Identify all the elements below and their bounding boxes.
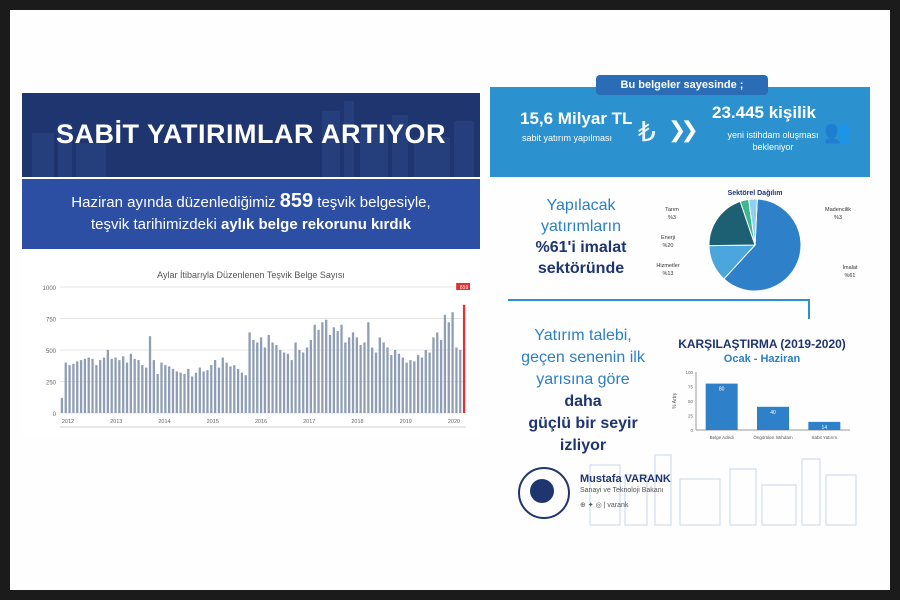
bar [386,347,388,413]
bar [225,363,227,413]
bar [344,342,346,413]
bar [451,312,453,413]
bar [195,373,197,413]
bar [310,340,312,413]
bar [252,340,254,413]
category-label: Öngörülen İstihdam [753,435,793,440]
bar [65,363,67,413]
bar [61,398,63,413]
bar [283,353,285,413]
bar [114,358,116,413]
x-tick-label: 2012 [61,419,75,425]
bar [229,366,231,413]
left-panel [22,93,480,438]
bar [455,347,457,413]
bar [103,358,105,413]
ministry-logo [518,467,570,519]
bar [118,360,120,413]
bar [409,360,411,413]
pie-pct-label: %13 [662,271,674,277]
employment-label: yeni istihdam oluşması bekleniyor [727,130,819,152]
y-tick-label: 500 [45,349,56,355]
bar [164,365,166,413]
bar [459,350,461,413]
bar [91,359,93,413]
category-label: Sabit Yatırım [811,435,838,440]
bar [367,322,369,413]
y-axis-label: % Artış [672,393,678,409]
comparison-title: KARŞILAŞTIRMA (2019-2020) [678,337,846,351]
bar [183,374,185,413]
social-handles: ⊕ ✦ ◎ | varank [580,502,629,509]
right-panel [490,75,870,530]
divider [508,299,808,301]
y-tick-label: 250 [45,380,56,387]
bar [176,371,178,413]
bar [172,369,174,413]
x-tick-label: 2015 [206,419,219,425]
bar [107,350,109,413]
bar [141,365,143,413]
bar [425,350,427,413]
monthly-bar-chart [36,281,472,431]
bar [271,342,273,413]
pie-label: Hizmetler [656,263,680,269]
bar [76,361,78,413]
bar [245,375,247,413]
x-tick-label: 2019 [399,419,412,425]
bar [206,370,208,413]
bar-value-label: 40 [770,409,776,416]
bar [160,363,162,413]
bar [291,360,293,413]
bar [187,369,189,413]
lira-icon: ₺ [638,116,656,147]
bar [448,322,450,413]
y-tick-label: 0 [690,428,693,433]
bar [241,373,243,413]
subtitle-box [22,179,480,249]
investment-amount: 15,6 Milyar TL [520,109,633,128]
bar [383,342,385,413]
bar [84,359,86,413]
bar [329,335,331,413]
bar [371,347,373,413]
bar [248,332,250,413]
bar [134,359,136,413]
subtitle-line-2: teşvik tarihimizdeki aylık belge rekorunu kırdık [90,216,412,233]
bar [352,332,354,413]
people-icon: 👥 [824,119,852,144]
sector-pie-chart [640,185,870,295]
highlight-bar [463,305,465,413]
bar [333,327,335,413]
highlight-label: 859 [459,285,469,291]
bar [436,332,438,413]
bar [237,369,239,413]
bar [260,337,262,413]
bar [306,347,308,413]
bar [432,337,434,413]
divider-vertical [808,299,810,319]
bar [340,325,342,413]
bar [428,353,430,413]
bar [233,365,235,413]
x-tick-label: 2020 [447,419,461,425]
pie-pct-label: %61 [844,273,856,279]
bar [421,358,423,413]
pie-label: İmalat [842,265,858,271]
bar [348,337,350,413]
title-banner [22,93,480,177]
bar [130,354,132,413]
subtitle-line-1: Haziran ayında düzenlediğimiz 859 teşvik belgesiyle, [71,190,431,212]
bar [256,342,258,413]
bar [214,360,216,413]
bar [298,350,300,413]
summary-pill: Bu belgeler sayesinde ; [596,75,768,95]
bar [317,330,319,413]
bar [440,340,442,413]
bar [199,368,201,413]
bar [321,322,323,413]
minister-name: Mustafa VARANK [580,473,671,485]
bar [390,355,392,413]
bar [402,358,404,413]
demand-statement: Yatırım talebi, geçen senenin ilk yarısına göre daha güçlü bir seyir izliyor [521,327,645,454]
bar [149,336,151,413]
bar [99,360,101,413]
x-tick-label: 2018 [351,419,364,425]
bar-value-label: 80 [718,386,725,393]
bar [337,331,339,413]
x-tick-label: 2013 [110,419,123,425]
x-tick-label: 2017 [303,419,316,425]
category-label: Belge Adedi [709,435,734,440]
bar [157,374,159,413]
x-tick-label: 2016 [254,419,268,425]
bar [325,320,327,413]
pie-pct-label: %20 [662,243,674,249]
bar [398,354,400,413]
bar [122,356,124,413]
bar [279,350,281,413]
bar [111,359,113,413]
bar-value-label: 14 [821,424,828,431]
pie-title: Sektörel Dağılım [727,190,783,197]
bar [379,337,381,413]
y-tick-label: 100 [685,370,693,375]
bar [210,365,212,413]
bar [68,365,70,413]
investment-label: sabit yatırım yapılması [522,133,613,143]
bar [375,353,377,413]
pie-pct-label: %3 [668,215,676,221]
bar [145,368,147,413]
pie-label: Tarım [665,207,679,213]
manufacturing-statement: Yapılacak yatırımların %61'i imalat sektöründe [535,197,627,277]
bar [394,350,396,413]
bar [88,358,90,413]
y-tick-label: 25 [687,413,693,419]
y-tick-label: 75 [687,384,693,390]
bar [360,345,362,413]
y-tick-label: 50 [687,399,693,404]
bar [314,325,316,413]
bar [275,345,277,413]
bar [72,364,74,413]
page-title: SABİT YATIRIMLAR ARTIYOR [55,119,446,149]
bar [168,366,170,413]
bar [202,371,204,413]
ministry-title: Sanayi ve Teknoloji Bakanı [580,487,664,494]
bar [294,342,296,413]
record-number: 859 [279,190,314,212]
comparison-subtitle: Ocak - Haziran [723,353,801,365]
bar [180,373,182,413]
bar [80,360,82,413]
double-chevron-icon: ❯❯ [668,117,693,142]
pie-label: Enerji [660,235,676,241]
y-tick-label: 1000 [42,286,56,292]
bar [444,315,446,413]
y-tick-label: 750 [45,317,56,324]
monthly-chart-title: Aylar İtibarıyla Düzenlenen Teşvik Belge Sayısı [157,270,345,280]
bar [153,360,155,413]
bar [222,358,224,413]
bar [417,355,419,413]
bar [218,368,220,413]
bar [363,342,365,413]
bar [264,347,266,413]
bar [413,361,415,413]
bar [126,363,128,413]
comparison-bar-chart [670,368,860,448]
bar [191,376,193,413]
bar [302,353,304,413]
bar [137,360,139,413]
employment-amount: 23.445 kişilik [712,103,816,122]
bar [405,363,407,413]
bar [268,335,270,413]
x-tick-label: 2014 [158,419,171,425]
pie-pct-label: %3 [834,215,842,221]
bar [356,337,358,413]
bar [95,365,97,413]
pie-label: Madencilik [825,207,851,213]
y-tick-label: 0 [52,412,56,418]
bar [287,354,289,413]
